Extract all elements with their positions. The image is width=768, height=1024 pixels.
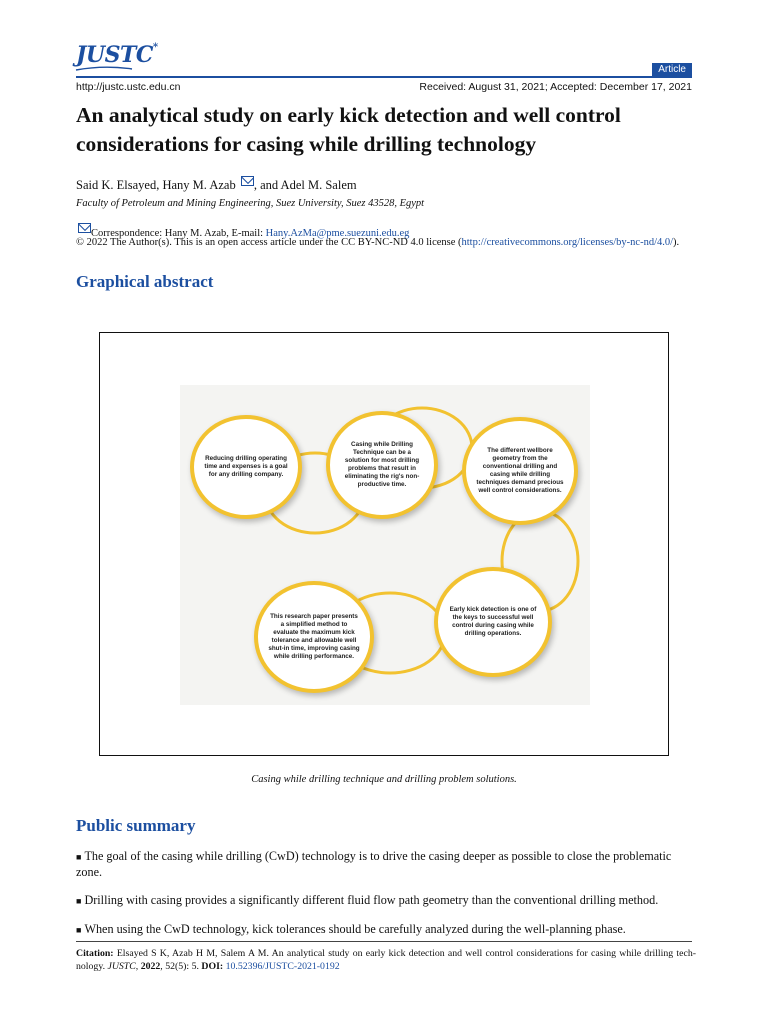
summary-list [76, 849, 696, 951]
circle-research-method: This research paper presents a simplified method to evaluate the maximum kick tolerance and allowable well shut-in time, improving casing while drilling performance. [254, 581, 374, 693]
circle-reducing-time: Reducing drilling operating time and expenses is a goal for any drilling company. [190, 415, 302, 519]
correspondence-email-link[interactable]: Hany.AzMa@pme.suezuni.edu.eg [265, 228, 410, 239]
journal-url[interactable]: http://justc.ustc.edu.cn [76, 81, 181, 93]
email-icon [78, 223, 91, 233]
list-item: ■ When using the CwD technology, kick tolerances should be carefully analyzed during the well-planning phase. [76, 922, 626, 936]
correspondence: Correspondence: Hany M. Azab, E-mail: Hany.AzMa@pme.suezuni.edu.eg [76, 223, 409, 239]
journal-logo: JUSTC* [76, 42, 158, 68]
circle-wellbore-geometry: The different wellbore geometry from the conventional drilling and casing while drilling techniques demand precious well control considerations. [462, 417, 578, 525]
graphical-abstract-figure [99, 332, 669, 756]
affiliation: Faculty of Petroleum and Mining Engineering, Suez University, Suez 43528, Egypt [76, 198, 425, 209]
doi-link[interactable]: 10.52396/JUSTC-2021-0192 [223, 961, 340, 972]
license-statement: © 2022 The Author(s). This is an open access article under the CC BY-NC-ND 4.0 license (http://creativecommons.org/licenses/by-nc-nd/4.0/). [76, 237, 680, 248]
public-summary-heading: Public summary [76, 816, 196, 835]
header-rule [76, 76, 692, 78]
paper-title: An analytical study on early kick detection and well control considerations for casing while drilling technology [76, 103, 621, 156]
circle-early-kick: Early kick detection is one of the keys to successful well control during casing while drilling operations. [434, 567, 552, 677]
figure-caption: Casing while drilling technique and drilling problem solutions. [251, 774, 517, 785]
footer-rule [76, 941, 692, 942]
logo-swoosh-icon [74, 66, 134, 72]
list-item: ■ The goal of the casing while drilling (CwD) technology is to drive the casing deeper as possible to close the problematic zone. [76, 849, 672, 879]
received-accepted-dates: Received: August 31, 2021; Accepted: December 17, 2021 [419, 81, 692, 93]
connector-rings [100, 333, 668, 755]
license-link[interactable]: http://creativecommons.org/licenses/by-nc-nd/4.0/ [461, 237, 674, 248]
article-type-badge: Article [652, 63, 692, 76]
circle-cwd-solution: Casing while Drilling Technique can be a solution for most drilling problems that result in eliminating the rig's non-productive time. [326, 411, 438, 519]
citation: Citation: Elsayed S K, Azab H M, Salem A M. An analytical study on early kick detection and well control considerations for casing while drilling tech-nology. JUSTC, 2022, 52(5): 5. DOI: 10.52396/JUSTC-2021-0192 [76, 948, 696, 972]
list-item: ■ Drilling with casing provides a significantly different fluid flow path geometry than the conventional drilling method. [76, 893, 659, 907]
author-list: Said K. Elsayed, Hany M. Azab , and Adel M. Salem [76, 178, 357, 192]
email-icon[interactable] [241, 176, 254, 186]
graphical-abstract-heading: Graphical abstract [76, 272, 214, 291]
